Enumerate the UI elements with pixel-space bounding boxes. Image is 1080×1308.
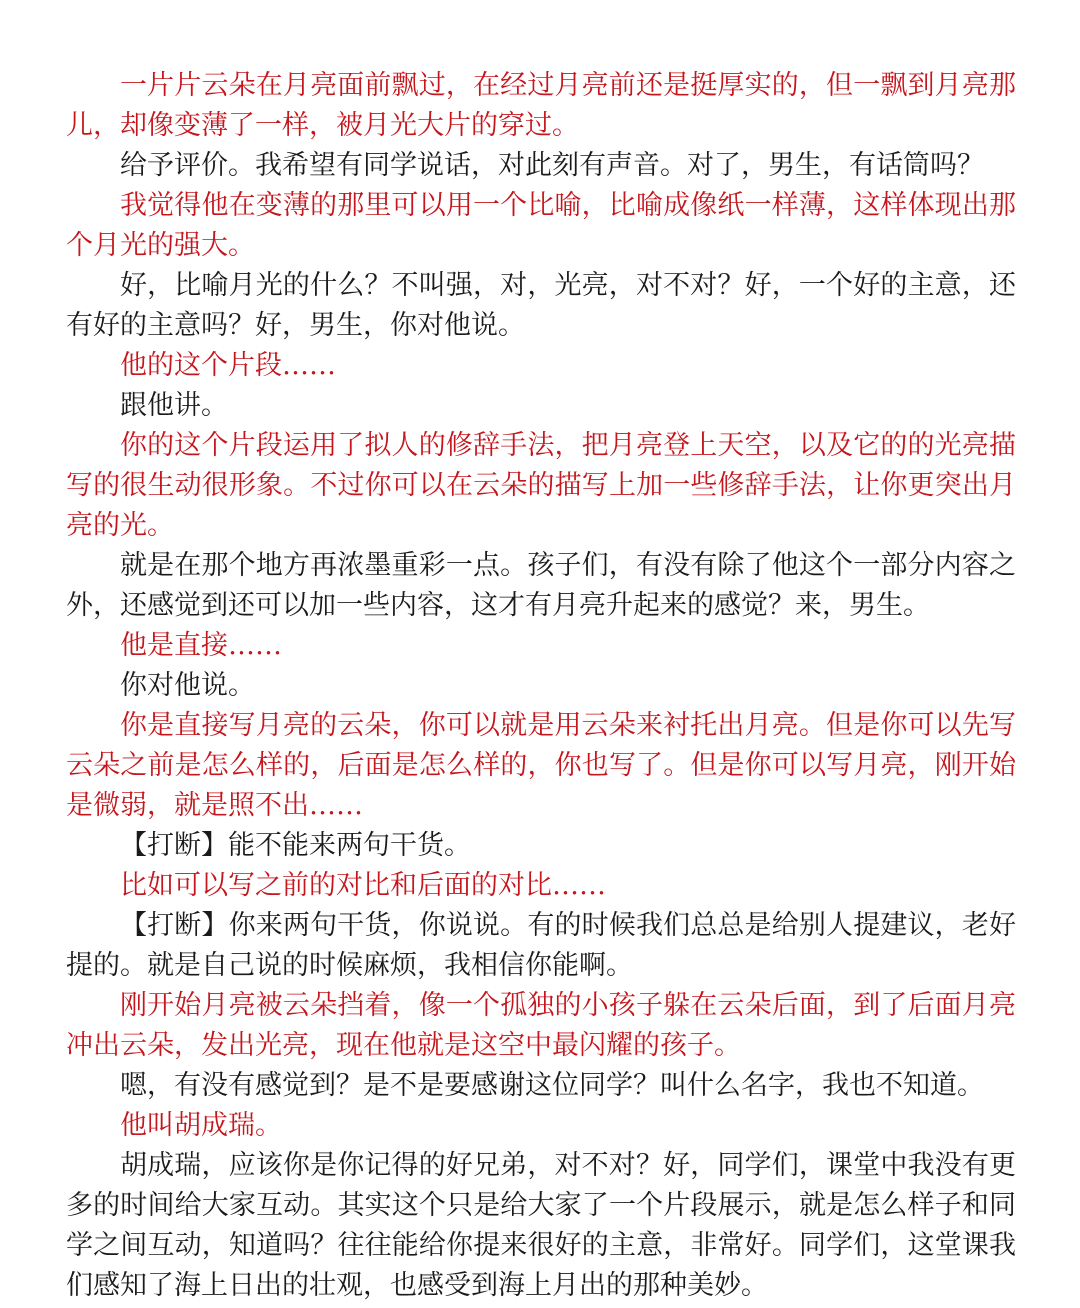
paragraph-13: 比如可以写之前的对比和后面的对比…… bbox=[120, 870, 606, 901]
paragraph-10: 你对他说。 bbox=[120, 670, 255, 701]
paragraph-16: 嗯，有没有感觉到？是不是要感谢这位同学？叫什么名字，我也不知道。 bbox=[120, 1070, 984, 1101]
paragraph-2: 给予评价。我希望有同学说话，对此刻有声音。对了，男生，有话筒吗？ bbox=[120, 150, 984, 181]
paragraph-1: 一片片云朵在月亮面前飘过，在经过月亮前还是挺厚实的，但一飘到月亮那儿，却像变薄了一样，被月光大片的穿过。 bbox=[66, 70, 1016, 141]
paragraph-4: 好，比喻月光的什么？不叫强，对，光亮，对不对？好，一个好的主意，还有好的主意吗？好，男生，你对他说。 bbox=[66, 270, 1016, 341]
paragraph-14: 【打断】你来两句干货，你说说。有的时候我们总总是给别人提建议，老好提的。就是自己说的时候麻烦，我相信你能啊。 bbox=[66, 910, 1016, 981]
transcript-document bbox=[66, 66, 1016, 1306]
paragraph-15: 刚开始月亮被云朵挡着，像一个孤独的小孩子躲在云朵后面，到了后面月亮冲出云朵，发出光亮，现在他就是这空中最闪耀的孩子。 bbox=[66, 990, 1016, 1061]
paragraph-6: 跟他讲。 bbox=[120, 390, 228, 421]
paragraph-5: 他的这个片段…… bbox=[120, 350, 336, 381]
paragraph-12: 【打断】能不能来两句干货。 bbox=[120, 830, 471, 861]
paragraph-7: 你的这个片段运用了拟人的修辞手法，把月亮登上天空，以及它的的光亮描写的很生动很形象。不过你可以在云朵的描写上加一些修辞手法，让你更突出月亮的光。 bbox=[66, 430, 1016, 541]
paragraph-18: 胡成瑞，应该你是你记得的好兄弟，对不对？好，同学们，课堂中我没有更多的时间给大家互动。其实这个只是给大家了一个片段展示，就是怎么样子和同学之间互动，知道吗？往往能给你提来很好的主意，非常好。同学们，这堂课我们感知了海上日出的壮观，也感受到海上月出的那种美妙。 bbox=[66, 1150, 1016, 1301]
paragraph-8: 就是在那个地方再浓墨重彩一点。孩子们，有没有除了他这个一部分内容之外，还感觉到还可以加一些内容，这才有月亮升起来的感觉？来，男生。 bbox=[66, 550, 1016, 621]
paragraph-11: 你是直接写月亮的云朵，你可以就是用云朵来衬托出月亮。但是你可以先写云朵之前是怎么样的，后面是怎么样的，你也写了。但是你可以写月亮，刚开始是微弱，就是照不出…… bbox=[66, 710, 1016, 821]
paragraph-9: 他是直接…… bbox=[120, 630, 282, 661]
paragraph-3: 我觉得他在变薄的那里可以用一个比喻，比喻成像纸一样薄，这样体现出那个月光的强大。 bbox=[66, 190, 1016, 261]
paragraph-17: 他叫胡成瑞。 bbox=[120, 1110, 282, 1141]
